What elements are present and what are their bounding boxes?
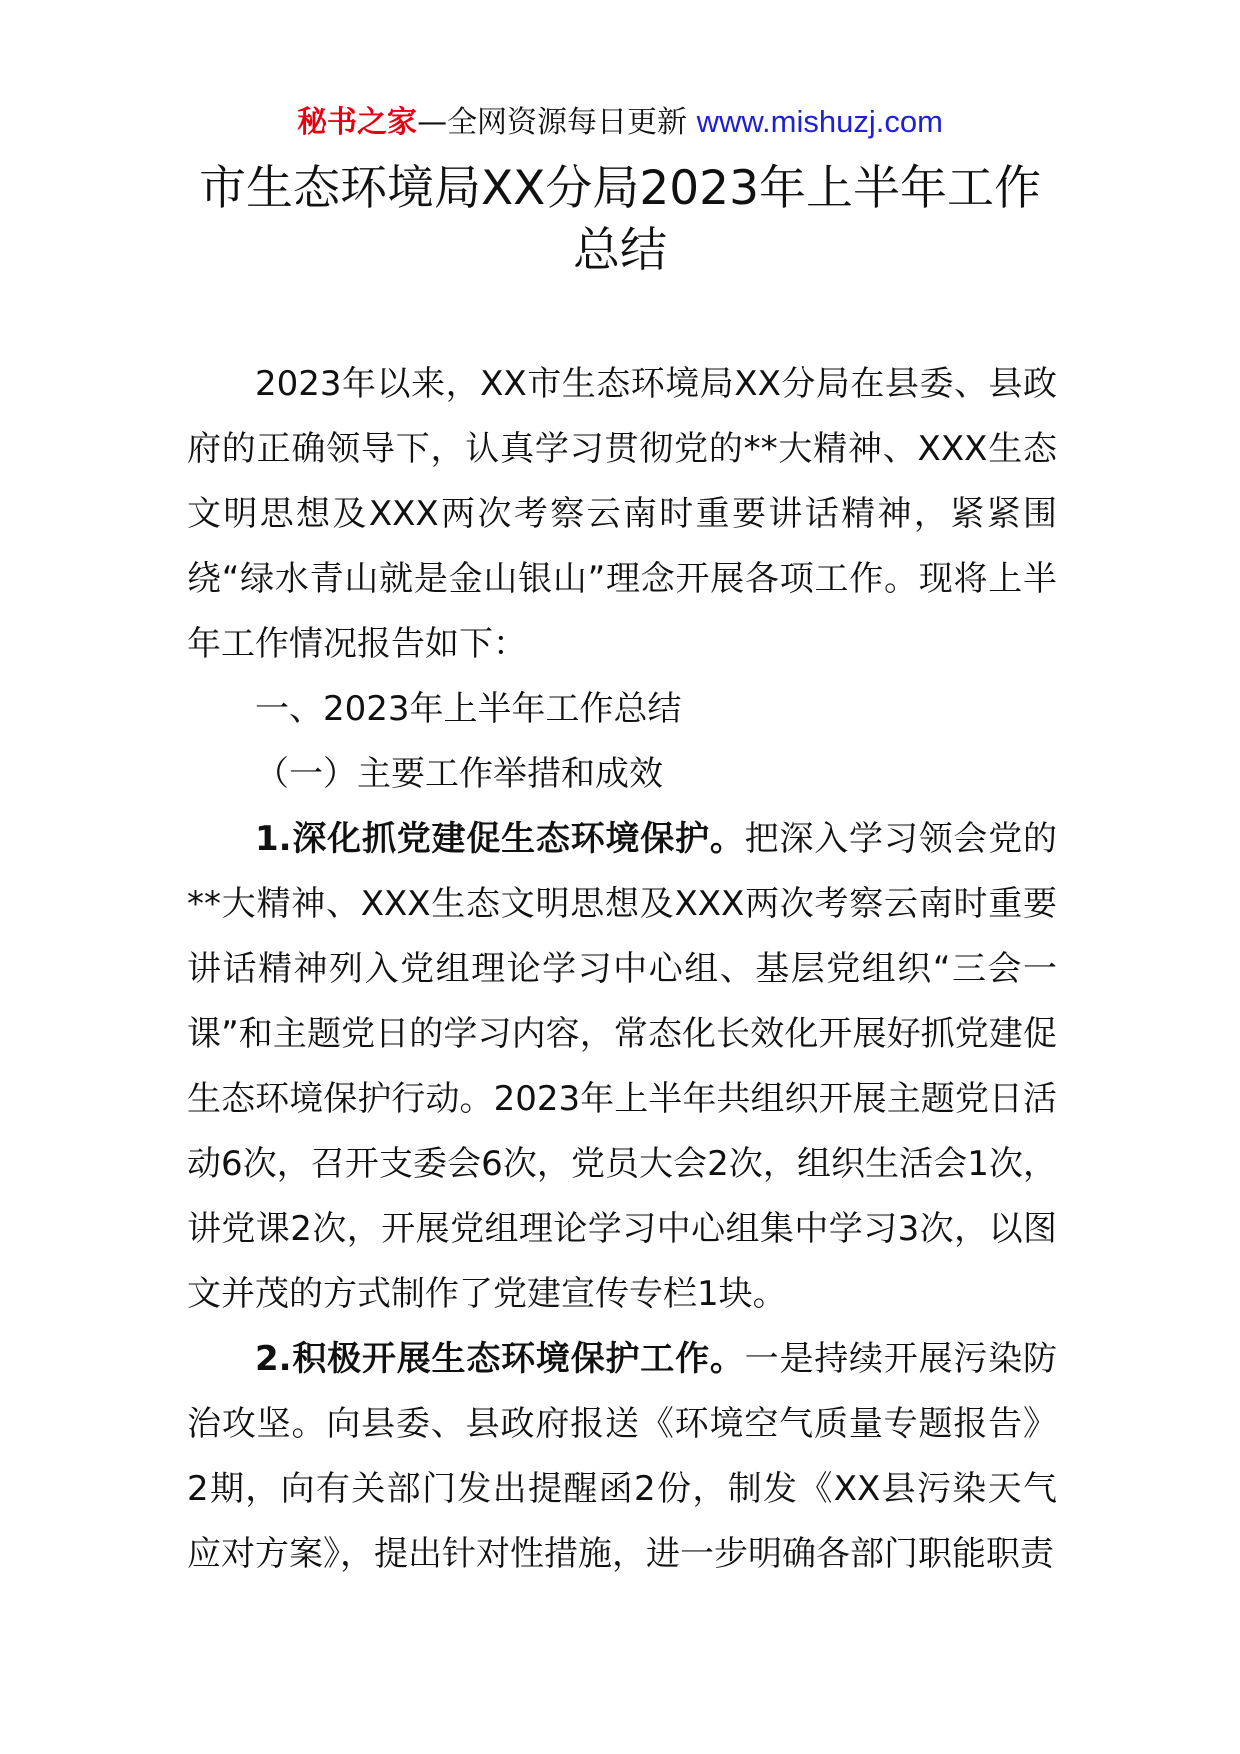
section-paragraph-1 — [187, 807, 1057, 1327]
item-heading-2: 2.积极开展生态环境保护工作。 — [255, 1339, 745, 1379]
item-text-1: 把深入学习领会党的**大精神、XXX生态文明思想及XXX两次考察云南时重要讲话精神列入党组理论学习中心组、基层党组织“三会一课”和主题党日的学习内容，常态化长效化开展好抓党建促生态环境保护行动。2023年上半年共组织开展主题党日活动6次，召开支委会6次，党员大会2次，组织生活会1次，讲党课2次，开展党组理论学习中心组集中学习3次，以图文并茂的方式制作了党建宣传专栏1块。 — [187, 819, 1058, 1314]
document-body — [187, 352, 1057, 1587]
section-heading-1: 一、2023年上半年工作总结 — [255, 689, 682, 729]
item-heading-1: 1.深化抓党建促生态环境保护。 — [255, 819, 745, 859]
section-paragraph-2 — [187, 1327, 1057, 1587]
site-header — [0, 100, 1240, 145]
subsection-heading-1: （一）主要工作举措和成效 — [255, 754, 663, 794]
header-slogan: —全网资源每日更新 — [417, 105, 697, 140]
title-line-2: 总结 — [573, 223, 667, 278]
item-text-2: 一是持续开展污染防治攻坚。向县委、县政府报送《环境空气质量专题报告》2期，向有关部门发出提醒函2份，制发《XX县污染天气应对方案》，提出针对性措施，进一步明确各部门职能职责 — [187, 1339, 1058, 1574]
brand-name: 秘书之家 — [297, 105, 418, 140]
document-title — [0, 158, 1240, 282]
title-line-1: 市生态环境局XX分局2023年上半年工作 — [198, 161, 1041, 216]
site-url-link[interactable]: www.mishuzj.com — [696, 104, 943, 139]
intro-paragraph: 2023年以来，XX市生态环境局XX分局在县委、县政府的正确领导下，认真学习贯彻党的**大精神、XXX生态文明思想及XXX两次考察云南时重要讲话精神，紧紧围绕“绿水青山就是金山银山”理念开展各项工作。现将上半年工作情况报告如下： — [187, 364, 1057, 664]
